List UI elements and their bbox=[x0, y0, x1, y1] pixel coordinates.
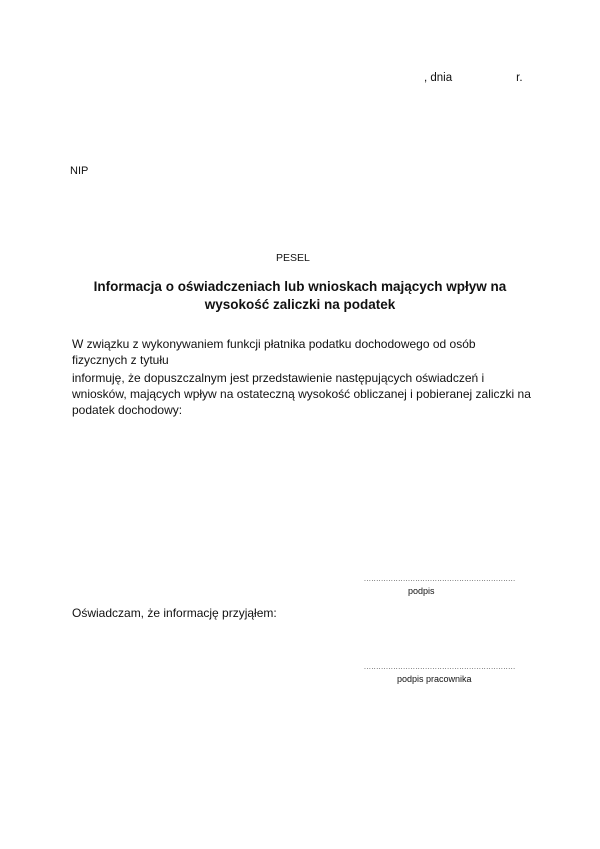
date-line bbox=[424, 72, 523, 84]
pesel-label: PESEL bbox=[276, 252, 310, 264]
date-suffix: r. bbox=[516, 72, 523, 84]
confirmation-text: Oświadczam, że informację przyjąłem: bbox=[72, 606, 277, 620]
employee-signature-label: podpis pracownika bbox=[397, 674, 472, 684]
body-paragraph-2: informuję, że dopuszczalnym jest przedstawienie następujących oświadczeń i wniosków, mających wpływ na ostateczną wysokość obliczanej i pobieranej zaliczki na podatek dochodowy: bbox=[72, 371, 531, 417]
signature-line: .............................................................. bbox=[364, 576, 516, 583]
nip-label: NIP bbox=[70, 165, 89, 177]
signature-label: podpis bbox=[408, 586, 435, 596]
body-paragraph-1: W związku z wykonywaniem funkcji płatnika podatku dochodowego od osób fizycznych z tytułu bbox=[72, 337, 476, 367]
employee-signature-line: .............................................................. bbox=[364, 664, 516, 671]
document-title: Informacja o oświadczeniach lub wnioskach mających wpływ na wysokość zaliczki na podatek bbox=[93, 279, 507, 312]
date-prefix: , dnia bbox=[424, 72, 453, 84]
